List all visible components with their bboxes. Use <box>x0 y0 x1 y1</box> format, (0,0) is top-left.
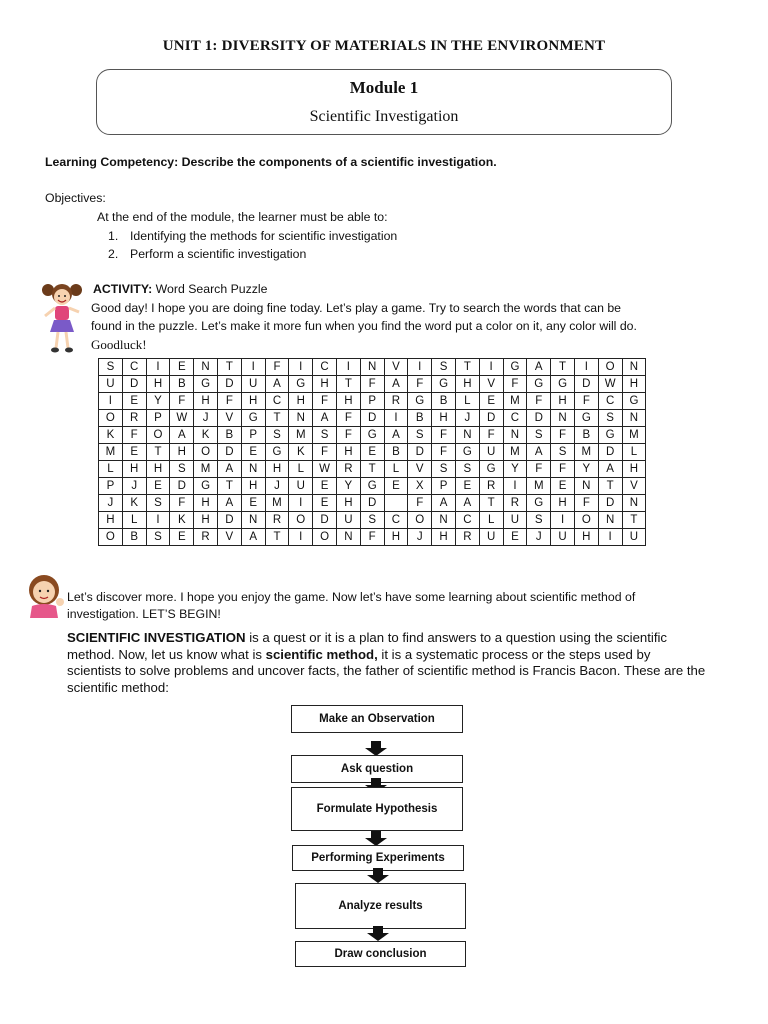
module-title: Module 1 <box>349 78 419 97</box>
puzzle-cell: O <box>574 512 598 529</box>
discover-line-2: investigation. LET’S BEGIN! <box>67 607 221 621</box>
puzzle-cell: E <box>360 444 384 461</box>
puzzle-cell: A <box>432 495 456 512</box>
flow-step-hypothesis: Formulate Hypothesis <box>291 787 463 831</box>
puzzle-cell: T <box>217 478 241 495</box>
puzzle-cell: C <box>503 410 527 427</box>
puzzle-cell: F <box>313 444 337 461</box>
puzzle-cell: R <box>265 512 289 529</box>
puzzle-cell: S <box>170 461 194 478</box>
puzzle-cell: W <box>598 376 622 393</box>
puzzle-row <box>99 359 646 376</box>
puzzle-cell: M <box>527 478 551 495</box>
puzzle-cell: H <box>170 444 194 461</box>
puzzle-cell: H <box>194 512 218 529</box>
girl-thinking-illustration <box>22 572 68 620</box>
puzzle-cell: G <box>194 478 218 495</box>
puzzle-cell: J <box>99 495 123 512</box>
puzzle-cell: I <box>479 359 503 376</box>
puzzle-cell: T <box>598 478 622 495</box>
puzzle-cell: M <box>99 444 123 461</box>
puzzle-cell: G <box>574 410 598 427</box>
puzzle-cell: F <box>217 393 241 410</box>
puzzle-cell: E <box>313 478 337 495</box>
puzzle-cell: N <box>336 529 360 546</box>
puzzle-cell: W <box>313 461 337 478</box>
puzzle-cell: B <box>122 529 146 546</box>
puzzle-cell: R <box>122 410 146 427</box>
puzzle-cell: W <box>170 410 194 427</box>
puzzle-cell: R <box>455 529 479 546</box>
objective-item-1: Identifying the methods for scientific investigation <box>130 229 398 243</box>
puzzle-row <box>99 512 646 529</box>
puzzle-cell: E <box>241 495 265 512</box>
puzzle-cell: A <box>527 359 551 376</box>
puzzle-cell: G <box>598 427 622 444</box>
puzzle-cell: H <box>551 393 575 410</box>
puzzle-cell: I <box>384 410 408 427</box>
puzzle-cell: T <box>455 359 479 376</box>
puzzle-cell: G <box>408 393 432 410</box>
puzzle-cell: G <box>622 393 646 410</box>
puzzle-cell: V <box>217 410 241 427</box>
puzzle-cell: T <box>479 495 503 512</box>
puzzle-cell: E <box>146 478 170 495</box>
puzzle-cell: J <box>408 529 432 546</box>
puzzle-cell: P <box>360 393 384 410</box>
puzzle-cell: H <box>241 393 265 410</box>
puzzle-cell: V <box>479 376 503 393</box>
puzzle-cell: R <box>194 529 218 546</box>
puzzle-cell: D <box>574 376 598 393</box>
scientific-investigation-paragraph <box>67 630 707 696</box>
puzzle-cell: F <box>408 495 432 512</box>
puzzle-cell: G <box>455 444 479 461</box>
puzzle-cell: H <box>336 444 360 461</box>
puzzle-cell: G <box>241 410 265 427</box>
puzzle-cell: M <box>574 444 598 461</box>
puzzle-cell: A <box>598 461 622 478</box>
puzzle-cell: U <box>479 444 503 461</box>
flow-step-experiments: Performing Experiments <box>292 845 464 871</box>
puzzle-cell: A <box>217 461 241 478</box>
puzzle-cell: B <box>574 427 598 444</box>
girl-illustration <box>40 280 84 356</box>
puzzle-cell: D <box>408 444 432 461</box>
puzzle-cell: V <box>384 359 408 376</box>
puzzle-cell: E <box>122 444 146 461</box>
puzzle-cell: G <box>432 376 456 393</box>
puzzle-cell: I <box>146 359 170 376</box>
puzzle-row <box>99 427 646 444</box>
puzzle-cell: P <box>146 410 170 427</box>
puzzle-cell: E <box>122 393 146 410</box>
puzzle-row <box>99 529 646 546</box>
activity-title: Word Search Puzzle <box>155 282 268 296</box>
puzzle-cell: H <box>99 512 123 529</box>
puzzle-row <box>99 410 646 427</box>
puzzle-cell: H <box>336 393 360 410</box>
puzzle-cell: N <box>289 410 313 427</box>
puzzle-cell: B <box>217 427 241 444</box>
puzzle-cell: T <box>265 529 289 546</box>
puzzle-cell: F <box>170 495 194 512</box>
puzzle-cell: I <box>503 478 527 495</box>
puzzle-cell: H <box>241 478 265 495</box>
puzzle-cell: F <box>551 461 575 478</box>
puzzle-cell: U <box>622 529 646 546</box>
puzzle-cell: M <box>503 444 527 461</box>
puzzle-cell: H <box>313 376 337 393</box>
puzzle-cell: G <box>527 495 551 512</box>
puzzle-cell: K <box>194 427 218 444</box>
puzzle-row <box>99 444 646 461</box>
puzzle-cell: S <box>551 444 575 461</box>
puzzle-cell: P <box>432 478 456 495</box>
puzzle-cell: I <box>551 512 575 529</box>
discover-line-1: Let’s discover more. I hope you enjoy the game. Now let’s have some learning about scientific method of <box>67 590 636 604</box>
puzzle-cell: A <box>455 495 479 512</box>
puzzle-cell: D <box>598 444 622 461</box>
puzzle-cell: N <box>503 427 527 444</box>
puzzle-cell: L <box>479 512 503 529</box>
puzzle-cell: D <box>170 478 194 495</box>
puzzle-cell: H <box>622 376 646 393</box>
puzzle-cell: I <box>289 359 313 376</box>
puzzle-cell: M <box>265 495 289 512</box>
puzzle-cell: D <box>313 512 337 529</box>
puzzle-cell: T <box>217 359 241 376</box>
puzzle-cell: R <box>503 495 527 512</box>
puzzle-cell: C <box>122 359 146 376</box>
puzzle-cell: D <box>217 512 241 529</box>
puzzle-cell: S <box>432 359 456 376</box>
puzzle-cell: B <box>432 393 456 410</box>
puzzle-cell: J <box>194 410 218 427</box>
puzzle-cell: E <box>170 529 194 546</box>
puzzle-cell: Y <box>574 461 598 478</box>
puzzle-cell: B <box>408 410 432 427</box>
puzzle-cell: L <box>455 393 479 410</box>
puzzle-cell: F <box>479 427 503 444</box>
sci-term: SCIENTIFIC INVESTIGATION <box>67 630 246 645</box>
puzzle-cell: V <box>217 529 241 546</box>
objectives-heading: Objectives: <box>45 191 106 205</box>
puzzle-cell: Y <box>336 478 360 495</box>
puzzle-cell: N <box>455 427 479 444</box>
puzzle-row <box>99 393 646 410</box>
puzzle-cell: U <box>241 376 265 393</box>
puzzle-cell: U <box>336 512 360 529</box>
puzzle-cell: I <box>598 529 622 546</box>
puzzle-cell: H <box>194 393 218 410</box>
puzzle-cell: G <box>194 376 218 393</box>
puzzle-cell: H <box>289 393 313 410</box>
puzzle-cell: G <box>551 376 575 393</box>
puzzle-cell: A <box>384 427 408 444</box>
puzzle-cell: L <box>289 461 313 478</box>
puzzle-cell: G <box>360 478 384 495</box>
puzzle-cell: V <box>622 478 646 495</box>
puzzle-cell: R <box>336 461 360 478</box>
puzzle-cell: U <box>503 512 527 529</box>
puzzle-cell <box>384 495 408 512</box>
puzzle-cell: T <box>336 376 360 393</box>
puzzle-cell: S <box>146 495 170 512</box>
puzzle-cell: U <box>551 529 575 546</box>
puzzle-cell: S <box>455 461 479 478</box>
puzzle-cell: A <box>384 376 408 393</box>
puzzle-cell: H <box>336 495 360 512</box>
puzzle-cell: A <box>265 376 289 393</box>
puzzle-cell: G <box>503 359 527 376</box>
puzzle-cell: H <box>432 410 456 427</box>
objective-number-1: 1. <box>108 229 119 243</box>
puzzle-cell: N <box>574 478 598 495</box>
puzzle-cell: E <box>170 359 194 376</box>
puzzle-cell: H <box>551 495 575 512</box>
puzzle-cell: T <box>265 410 289 427</box>
puzzle-cell: I <box>289 495 313 512</box>
puzzle-cell: S <box>146 529 170 546</box>
sci-text-2: it is a systematic process or the steps used by scientists to solve problems and uncover facts, the father of scientific method is Francis Bacon. These are the scientific method: <box>67 646 706 695</box>
puzzle-cell: A <box>217 495 241 512</box>
puzzle-cell: P <box>241 427 265 444</box>
puzzle-cell: D <box>598 495 622 512</box>
puzzle-cell: F <box>336 427 360 444</box>
puzzle-cell: Y <box>503 461 527 478</box>
puzzle-cell: H <box>432 529 456 546</box>
learning-competency: Learning Competency: Describe the components of a scientific investigation. <box>45 155 497 169</box>
puzzle-cell: Y <box>146 393 170 410</box>
puzzle-cell: G <box>527 376 551 393</box>
puzzle-cell: I <box>574 359 598 376</box>
puzzle-cell: U <box>479 529 503 546</box>
puzzle-cell: F <box>551 427 575 444</box>
puzzle-cell: K <box>170 512 194 529</box>
puzzle-cell: I <box>408 359 432 376</box>
puzzle-row <box>99 478 646 495</box>
puzzle-cell: F <box>170 393 194 410</box>
puzzle-cell: D <box>527 410 551 427</box>
puzzle-cell: K <box>99 427 123 444</box>
puzzle-cell: L <box>99 461 123 478</box>
puzzle-cell: F <box>313 393 337 410</box>
puzzle-cell: N <box>622 410 646 427</box>
puzzle-cell: C <box>384 512 408 529</box>
puzzle-cell: F <box>527 393 551 410</box>
objective-number-2: 2. <box>108 247 119 261</box>
puzzle-cell: K <box>122 495 146 512</box>
puzzle-cell: I <box>99 393 123 410</box>
puzzle-cell: H <box>622 461 646 478</box>
puzzle-cell: T <box>551 359 575 376</box>
puzzle-cell: L <box>122 512 146 529</box>
puzzle-cell: F <box>360 376 384 393</box>
puzzle-cell: E <box>241 444 265 461</box>
puzzle-cell: S <box>313 427 337 444</box>
puzzle-cell: C <box>598 393 622 410</box>
puzzle-cell: D <box>217 376 241 393</box>
puzzle-cell: O <box>313 529 337 546</box>
puzzle-cell: O <box>99 410 123 427</box>
puzzle-cell: V <box>408 461 432 478</box>
puzzle-cell: N <box>551 410 575 427</box>
puzzle-cell: F <box>432 444 456 461</box>
flow-step-analyze: Analyze results <box>295 883 466 929</box>
puzzle-cell: C <box>265 393 289 410</box>
method-term: scientific method, <box>265 646 378 662</box>
puzzle-cell: M <box>503 393 527 410</box>
puzzle-cell: G <box>289 376 313 393</box>
puzzle-cell: B <box>384 444 408 461</box>
puzzle-cell: U <box>289 478 313 495</box>
puzzle-cell: J <box>455 410 479 427</box>
puzzle-cell: L <box>622 444 646 461</box>
puzzle-cell: I <box>146 512 170 529</box>
puzzle-cell: N <box>622 495 646 512</box>
puzzle-cell: H <box>146 461 170 478</box>
puzzle-cell: T <box>622 512 646 529</box>
puzzle-cell: J <box>122 478 146 495</box>
puzzle-cell: P <box>99 478 123 495</box>
puzzle-cell: T <box>146 444 170 461</box>
puzzle-cell: G <box>265 444 289 461</box>
puzzle-cell: F <box>574 393 598 410</box>
puzzle-cell: C <box>313 359 337 376</box>
flow-step-observation: Make an Observation <box>291 705 463 733</box>
puzzle-row <box>99 495 646 512</box>
puzzle-cell: S <box>360 512 384 529</box>
puzzle-cell: E <box>384 478 408 495</box>
puzzle-cell: F <box>336 410 360 427</box>
puzzle-cell: A <box>527 444 551 461</box>
puzzle-cell: H <box>265 461 289 478</box>
puzzle-cell: F <box>432 427 456 444</box>
puzzle-cell: B <box>170 376 194 393</box>
puzzle-cell: M <box>289 427 313 444</box>
puzzle-cell: N <box>622 359 646 376</box>
module-subtitle: Scientific Investigation <box>309 108 459 125</box>
puzzle-cell: I <box>241 359 265 376</box>
puzzle-cell: F <box>360 529 384 546</box>
puzzle-cell: E <box>479 393 503 410</box>
puzzle-cell: A <box>241 529 265 546</box>
puzzle-cell: F <box>265 359 289 376</box>
puzzle-cell: E <box>455 478 479 495</box>
puzzle-cell: N <box>432 512 456 529</box>
puzzle-cell: O <box>289 512 313 529</box>
puzzle-cell: I <box>289 529 313 546</box>
puzzle-cell: N <box>241 461 265 478</box>
puzzle-cell: H <box>384 529 408 546</box>
activity-line-1: Good day! I hope you are doing fine today. Let’s play a game. Try to search the words that can be <box>91 301 622 315</box>
puzzle-cell: I <box>336 359 360 376</box>
puzzle-cell: A <box>170 427 194 444</box>
puzzle-cell: E <box>313 495 337 512</box>
puzzle-cell: S <box>598 410 622 427</box>
puzzle-cell: R <box>384 393 408 410</box>
puzzle-cell: N <box>241 512 265 529</box>
puzzle-row <box>99 461 646 478</box>
puzzle-cell: O <box>408 512 432 529</box>
puzzle-cell: M <box>622 427 646 444</box>
puzzle-cell: H <box>122 461 146 478</box>
puzzle-cell: O <box>146 427 170 444</box>
puzzle-cell: K <box>289 444 313 461</box>
objectives-intro: At the end of the module, the learner must be able to: <box>97 210 388 224</box>
puzzle-cell: N <box>598 512 622 529</box>
activity-heading <box>93 282 268 296</box>
puzzle-cell: F <box>527 461 551 478</box>
puzzle-cell: F <box>503 376 527 393</box>
puzzle-cell: J <box>527 529 551 546</box>
puzzle-cell: G <box>479 461 503 478</box>
puzzle-cell: S <box>265 427 289 444</box>
puzzle-cell: O <box>598 359 622 376</box>
puzzle-cell: D <box>122 376 146 393</box>
goodluck-text: Goodluck! <box>91 337 147 352</box>
puzzle-cell: H <box>574 529 598 546</box>
activity-line-2: found in the puzzle. Let’s make it more fun when you find the word put a color on it, any color will do. <box>91 319 637 333</box>
puzzle-cell: L <box>384 461 408 478</box>
puzzle-cell: H <box>455 376 479 393</box>
puzzle-cell: D <box>360 410 384 427</box>
puzzle-cell: R <box>479 478 503 495</box>
puzzle-cell: S <box>408 427 432 444</box>
word-search-grid <box>98 358 646 546</box>
puzzle-cell: D <box>479 410 503 427</box>
puzzle-row <box>99 376 646 393</box>
puzzle-cell: X <box>408 478 432 495</box>
puzzle-cell: U <box>99 376 123 393</box>
puzzle-cell: H <box>194 495 218 512</box>
puzzle-cell: M <box>194 461 218 478</box>
activity-label: ACTIVITY: <box>93 282 153 296</box>
unit-title: UNIT 1: DIVERSITY OF MATERIALS IN THE ENVIRONMENT <box>162 38 606 54</box>
puzzle-cell: E <box>551 478 575 495</box>
puzzle-cell: D <box>360 495 384 512</box>
sci-text-1: is a quest or it is a plan to find answers to a question using the scientific method. Now, let us know what is <box>67 630 668 662</box>
puzzle-cell: S <box>432 461 456 478</box>
puzzle-cell: H <box>146 376 170 393</box>
puzzle-cell: F <box>574 495 598 512</box>
puzzle-cell: E <box>503 529 527 546</box>
puzzle-cell: F <box>122 427 146 444</box>
puzzle-cell: S <box>527 427 551 444</box>
puzzle-cell: D <box>217 444 241 461</box>
objective-item-2: Perform a scientific investigation <box>130 247 307 261</box>
puzzle-cell: A <box>313 410 337 427</box>
puzzle-cell: S <box>99 359 123 376</box>
puzzle-cell: N <box>360 359 384 376</box>
puzzle-cell: G <box>360 427 384 444</box>
puzzle-cell: O <box>99 529 123 546</box>
puzzle-cell: C <box>455 512 479 529</box>
puzzle-cell: O <box>194 444 218 461</box>
puzzle-cell: J <box>265 478 289 495</box>
flow-step-conclusion: Draw conclusion <box>295 941 466 967</box>
puzzle-cell: F <box>408 376 432 393</box>
flow-step-question: Ask question <box>291 755 463 783</box>
puzzle-cell: N <box>194 359 218 376</box>
puzzle-cell: T <box>360 461 384 478</box>
puzzle-cell: S <box>527 512 551 529</box>
